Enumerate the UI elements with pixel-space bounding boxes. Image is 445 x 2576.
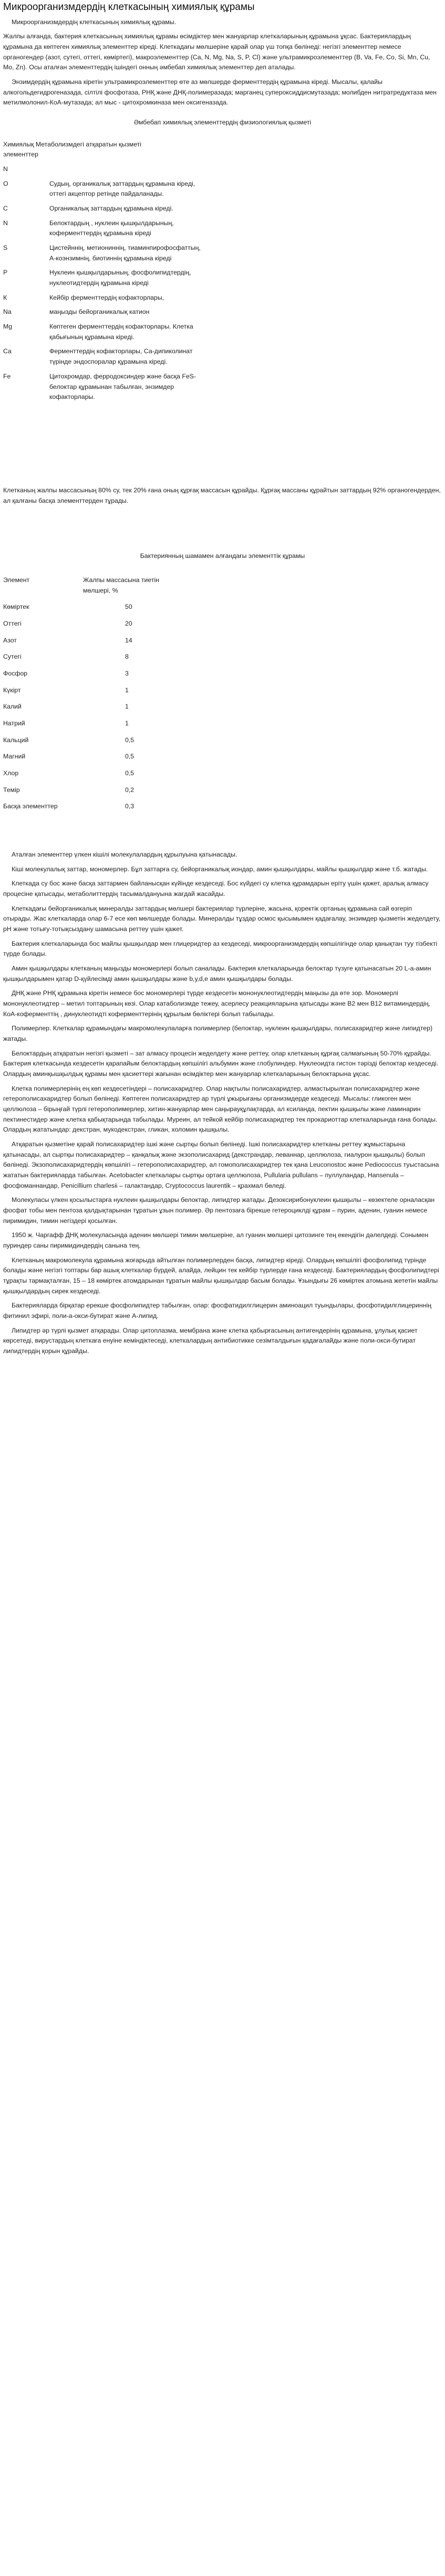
- composition-element-name: Калий: [3, 703, 22, 711]
- body-paragraph: Липидтер әр түрлі қызмет атқарады. Олар цитоплазма, мембрана және клетка қабырғасының антигендерінің құрамына, ұлулық қасиет көрсетеді, вирустардың клеткаға енуіне кеміндіктеседі, клеткалардың антибиотикке сезімталдығын қадағалайды және поли-окси-бутират липидтердің қорын құрайды.: [3, 1326, 418, 1355]
- elements-table-row: [3, 243, 442, 263]
- composition-element-name: Көміртек: [3, 603, 29, 611]
- composition-element-name: Кальций: [3, 736, 29, 744]
- intro-paragraph: Жалпы алғанда, бактерия клеткасының химиялық құрамы өсімдіктер мен жануарлар клеткаларының құрамына ұқсас. Бактериялардың құрамына да көптеген химиялық элементтер кіреді. Клеткадағы мөлшеріне қарай олар үш топқа бөлінеді: негізгі элементтер немесе органогендер (азот, сутегі, оттегі, көміртегі), макроэлементтер (Ca, N, Mg, Na, S, P, Cl) және ультрамикроэлементтер (B, Va, Fe, Co, Si, Mn, Cu, Mo, Zn). Осы аталған элементтердің ішіндегі онның әмбебап химиялық элементтер деп аталады.: [3, 33, 430, 71]
- element-symbol: С: [3, 205, 8, 213]
- body-paragraph: Клетка полимерлерінің ең көп кездесетіндері – полисахаридтер. Олар нақтылы полисахаридтер, алмастырылған полисахаридтер және гетерополисахаридтер болып бөлінеді. Көптеген полисахаридтер ар түрлі ұжырығаны организмдерде кездеседі. Мысалы: гликоген мен целлюлоза – бірыңғай түрлі гетерополимерлер, хитин-жануарлар мен саңырауқұлақтарда, ал ксиланда, пектин қышқылы және ламинарин пектинестидер және клетка қабықтарында табылады. Муреин, ал тейкой кейбір полисахаридтер тек прокариоттар клеткаларында ғана болады. Олардың жататындар: декстран, мукодекстран, гликан, холомин қышқылы.: [3, 1084, 438, 1134]
- composition-element-name: Оттегі: [3, 619, 22, 627]
- composition-element-percent: 1: [125, 719, 129, 727]
- composition-element-name: Басқа элементтер: [3, 803, 58, 810]
- element-function: Цитохромдар, ферродоксиндер және басқа FeS-белоктар құрамынан табылған, энзимдер кофакторлары.: [49, 372, 196, 401]
- elements-table-row: [3, 346, 442, 367]
- composition-row: [3, 669, 442, 679]
- element-function: Судың, органикалық заттардың құрамына кіреді, оттегі акцептор ретінде пайдаланады.: [49, 180, 195, 198]
- element-symbol: N: [3, 219, 8, 227]
- body-text: [3, 850, 442, 1357]
- composition-header-percent: [83, 575, 209, 596]
- composition-element-percent: 8: [125, 653, 129, 661]
- element-function: Кейбір ферменттердің кофакторлары,: [49, 293, 164, 301]
- body-paragraph: Белоктардың атқаратын негізгі қызметі – зат алмасу процесін жеделдету және реттеу, олар клетканың құрғақ салмағының 50-70% құрайды. Бактерия клеткасында кездесетін қарапайым белоктардың көпшілігі альбумин және глобулиндер. Нуклеоидта гистон тәрізді белоктар кездеседі. Олардың аминқышқылдық құрамы мен қасиеттері жағынан өсімдіктер мен жануарлар клеткаларының белоктарына ұқсас.: [3, 1049, 439, 1078]
- composition-row: [3, 801, 442, 812]
- element-symbol: К: [3, 293, 7, 301]
- element-function: Белоктардың , нуклеин қышқылдарының, коферменттердің құрамына кіреді: [49, 219, 174, 237]
- composition-header-element: Элемент: [3, 576, 30, 584]
- composition-row: [3, 735, 442, 746]
- body-paragraph: Аталған элементтер үлкен кішілі молекулалардың құрылуына қатынасады.: [12, 850, 237, 858]
- elements-table-header: элементтер: [3, 151, 38, 159]
- element-symbol: Mg: [3, 323, 13, 331]
- elements-table-row: [3, 164, 442, 175]
- elements-table-header: Химиялық Метаболизмдегі атқаратын қызметі: [3, 140, 142, 148]
- element-function: Ферменттердің кофакторлары, Са-дипиколинат түрінде эндоспоралар құрамына кіреді.: [49, 347, 193, 366]
- composition-header-percent-line1: Жалпы массасына тиетін: [83, 576, 159, 584]
- composition-element-percent: 14: [125, 636, 132, 644]
- element-function: Нуклеин қышқылдарының, фосфолипидтердің, нуклеотидтердің құрамына кіреді: [49, 269, 191, 287]
- elements-section-title: Әмбебап химиялық элементтердің физиологиялық қызметі: [133, 119, 312, 126]
- element-symbol: О: [3, 180, 8, 187]
- composition-element-percent: 50: [125, 603, 132, 611]
- elements-table-row: [3, 268, 442, 288]
- body-paragraph: Клеткадағы бейорганикалық минералды заттардың мөлшері бактериялар түрлеріне, жасына, қоректік ортаның құрамына сай өзгеріп отырады. Жас клеткаларда олар 6-7 есе көп мөлшерде болады. Минералды тұздар осмос қысымымен қадағалау, энзимдер қызметін жеделдету, рН және тотығу-тотықсыздану шамасына реттеу үшін қажет.: [3, 904, 441, 933]
- composition-element-name: Темір: [3, 786, 20, 794]
- composition-table: [3, 575, 442, 812]
- intro-heading: Микроорганизмдердің клеткасының химиялық құрамы.: [12, 18, 177, 26]
- composition-element-percent: 0,2: [125, 786, 134, 794]
- composition-row: [3, 719, 442, 729]
- composition-element-percent: 0,5: [125, 736, 134, 744]
- composition-row: [3, 702, 442, 712]
- elements-table-row: [3, 307, 442, 318]
- composition-row: [3, 785, 442, 796]
- body-paragraph: Полимерлер. Клеткалар құрамындағы макромолекулаларға полимерлер (белоктар, нуклеин қышқылдары, полисахаридтер және липидтер) жатады.: [3, 1025, 433, 1043]
- elements-table-row: [3, 372, 442, 403]
- mass-paragraph: Клетканың жалпы массасының 80% су, тек 20% ғана оның құрғақ массасын құрайды. Құрғақ массаны құрайтын заттардың 92% органогендерден, ал қалғаны басқа элементтерден тұрады.: [3, 486, 441, 504]
- element-function: [49, 164, 207, 175]
- elements-table-row: [3, 204, 442, 214]
- element-function: маңызды бейорганикалық катион: [49, 308, 150, 316]
- composition-row: [3, 636, 442, 646]
- composition-element-percent: 0,3: [125, 803, 134, 810]
- element-symbol: N: [3, 165, 8, 173]
- composition-row: [3, 652, 442, 662]
- composition-element-name: Магний: [3, 753, 26, 761]
- article: [0, 1, 445, 1357]
- composition-row: [3, 619, 442, 629]
- intro-paragraph: Энзимдердің құрамына кіретін ультрамикроэлементтер өте аз мөлшерде ферменттердің құрамына кіреді. Мысалы, қалайы алкогольдегидрогеназада, сілтілі фосфотаза, РНҚ және ДНҚ-полимеразада; марганец супероксиддисмутазада; молибден нитратредуктаза мен метилмолонил-КоА-мутазада; ал мыс - цитохромкиназа мен оксигеназада.: [3, 78, 437, 107]
- composition-element-percent: 0,5: [125, 753, 134, 761]
- composition-row: [3, 685, 442, 696]
- element-symbol: Na: [3, 308, 12, 316]
- composition-row: [3, 768, 442, 779]
- body-paragraph: Атқаратын қызметіне қарай полисахаридтер ішкі және сыртқы болып бөлінеді. Ішкі полисахаридтер клетканы реттеу жұмыстарына қатынасады, ал сыртқы полисахаридтер – қанқалық және экзополисахарид (декстрандар, леваннар, целлюлоза, гиалурон қышқылы) болып бөлінеді. Экзополисахаридтердің көпшілігі – гетерополисахаридтер, ал гомополисахаридтер тек қана Leuconostoc және Pediococcus туыстасына жататын бактерияларда табылған. Acetobacter клеткалары сыртқы ортаға целлюлоза, Pullularia pullulans – пуллуландар, Hansenula – фосфоманнандар, Penicillium charlesii – галактандар, Cryptococcus laurentik – қрахмал бөледі.: [3, 1141, 439, 1189]
- composition-element-name: Фосфор: [3, 669, 28, 677]
- composition-element-name: Хлор: [3, 769, 19, 777]
- element-symbol: Fe: [3, 372, 11, 380]
- composition-element-percent: 1: [125, 686, 129, 694]
- element-function: Органикалық заттардың құрамына кіреді.: [49, 205, 173, 213]
- composition-element-percent: 20: [125, 619, 132, 627]
- element-function: Цистейннің, метиониннің, тиаминпирофосфаттың, А-коэнзимнің, биотиннің құрамына кіреді: [49, 244, 201, 262]
- composition-element-percent: 3: [125, 669, 129, 677]
- composition-table-header: [3, 575, 442, 596]
- composition-element-name: Натрий: [3, 719, 25, 727]
- element-symbol: P: [3, 269, 8, 277]
- element-function: Көптеген ферменттердің кофакторлары. Клетка қабығының құрамына кіреді.: [49, 323, 193, 341]
- composition-row: [3, 752, 442, 762]
- composition-element-percent: 0,5: [125, 769, 134, 777]
- elements-table: [3, 140, 442, 403]
- elements-table-body: [3, 164, 442, 403]
- composition-row: [3, 602, 442, 613]
- body-paragraph: Клеткада су бос және басқа заттармен байланысқан күйінде кездеседі. Бос күйдегі су клетка құрамдарын еріту үшін қажет, аралық алмасу процесіне қатысады, метаболиттердің тасымалдануына жағдай жасайды.: [3, 880, 429, 898]
- elements-table-row: [3, 322, 442, 342]
- body-paragraph: Бактерия клеткаларында бос майлы қышқылдар мен глицеридтер аз кездеседі, микроорганизмдердің көпшілігінде олар қанықтан туу тізбекті түрде болады.: [3, 939, 438, 958]
- element-symbol: Са: [3, 347, 12, 355]
- elements-table-row: [3, 179, 442, 199]
- element-symbol: S: [3, 244, 8, 252]
- elements-table-row: [3, 218, 442, 239]
- page-title: Микроорганизмдердің клеткасының химиялық құрамы: [3, 2, 255, 13]
- elements-table-row: [3, 293, 442, 303]
- spacer: [3, 818, 442, 850]
- body-paragraph: 1950 ж. Чаргафф ДНҚ молекуласында аденин мөлшері тимин мөлшеріне, ал гуанин мөлшері цитозинге тең екендігін дәлелдеді. Сонымен пуриндер саны пиримидиндердің санына тең.: [3, 1231, 429, 1250]
- spacer: [3, 407, 442, 485]
- body-paragraph: Кіші молекулалық заттар, мономерлер. Бұл заттарға су, бейорганикалық иондар, амин қышқылдары, майлы қышқылдар және т.б. жатады.: [12, 865, 428, 873]
- composition-table-body: [3, 602, 442, 812]
- composition-element-name: Сутегі: [3, 653, 22, 661]
- body-paragraph: Клетканың макромолекула құрамына жоғарыда айтылған полимерлерден басқа, липидтер кіреді. Олардың көпшілігі фосфолипид түрінде болады және негізгі топтары бар ашық клеткалар бүрдей, алайда, лейцин тек кейбір түрлерде ғана кездеседі. Бактериялардың фосфолипидтері тұрақты тармақталған, 15 – 18 көміртек атомдарынан тұратын майлы қышқылдар басым болады. Ұзындығы 26 көміртек атомына жететін майлы қышқылдардың сирек кездеседі.: [3, 1256, 439, 1295]
- composition-element-percent: 1: [125, 703, 129, 711]
- body-paragraph: Амин қышқылдары клетканың маңызды мономерлері болып саналады. Бактерия клеткаларында белоктар түзуге қатынасатын 20 L-а-амин қышқылдарымен қатар D-қүйлесімді амин қышқылдары және b,у,d,е амин қышқылдары болады.: [3, 964, 431, 983]
- composition-header-percent-line2: мөлшері, %: [83, 586, 118, 594]
- composition-element-name: Күкірт: [3, 686, 21, 694]
- body-paragraph: Бактерияларда бірқатар ерекше фосфолипидтер табылған, олар: фосфатидилглицерин аминоацил туындылары, фосфотидилглицериннің фитинил эфирі, поли-а-окси-бутират және А-липид.: [3, 1302, 431, 1320]
- spacer: [3, 510, 442, 551]
- body-paragraph: Молекуласы үлкен қосылыстарға нуклеин қышқылдары белоктар, липидтер жатады. Дезоксирибонуклеин қышқылы – көзектеле орналасқан фосфат тобы мен пентоза қалдықтарынан тұратын ұзын полимер. Әр пентозаға бірекше гетероциклді құрам – пурин, аденин, гуанин немесе пиримидин, тимин негіздері қосылған.: [3, 1196, 435, 1224]
- body-paragraph: ДНҚ және РНҚ құрамына кіретін немесе бос мономерлері түрде кездесетін мононуклеотидтердің маңызы да өте зор. Мономерлі мононуклеотидтер – метил топтарының көзі. Олар катаболизмде тежеу, асерлесу реакцияларына қатысады және В2 мен В12 витаминдердің, КоА-коферменттің , динуклеотидті коферменттерінің құрылым бөліктері болып табылады.: [3, 989, 430, 1018]
- composition-section-title: Бактериянның шамамен алғандағы элементтік құрамы: [140, 552, 305, 560]
- composition-element-name: Азот: [3, 636, 17, 644]
